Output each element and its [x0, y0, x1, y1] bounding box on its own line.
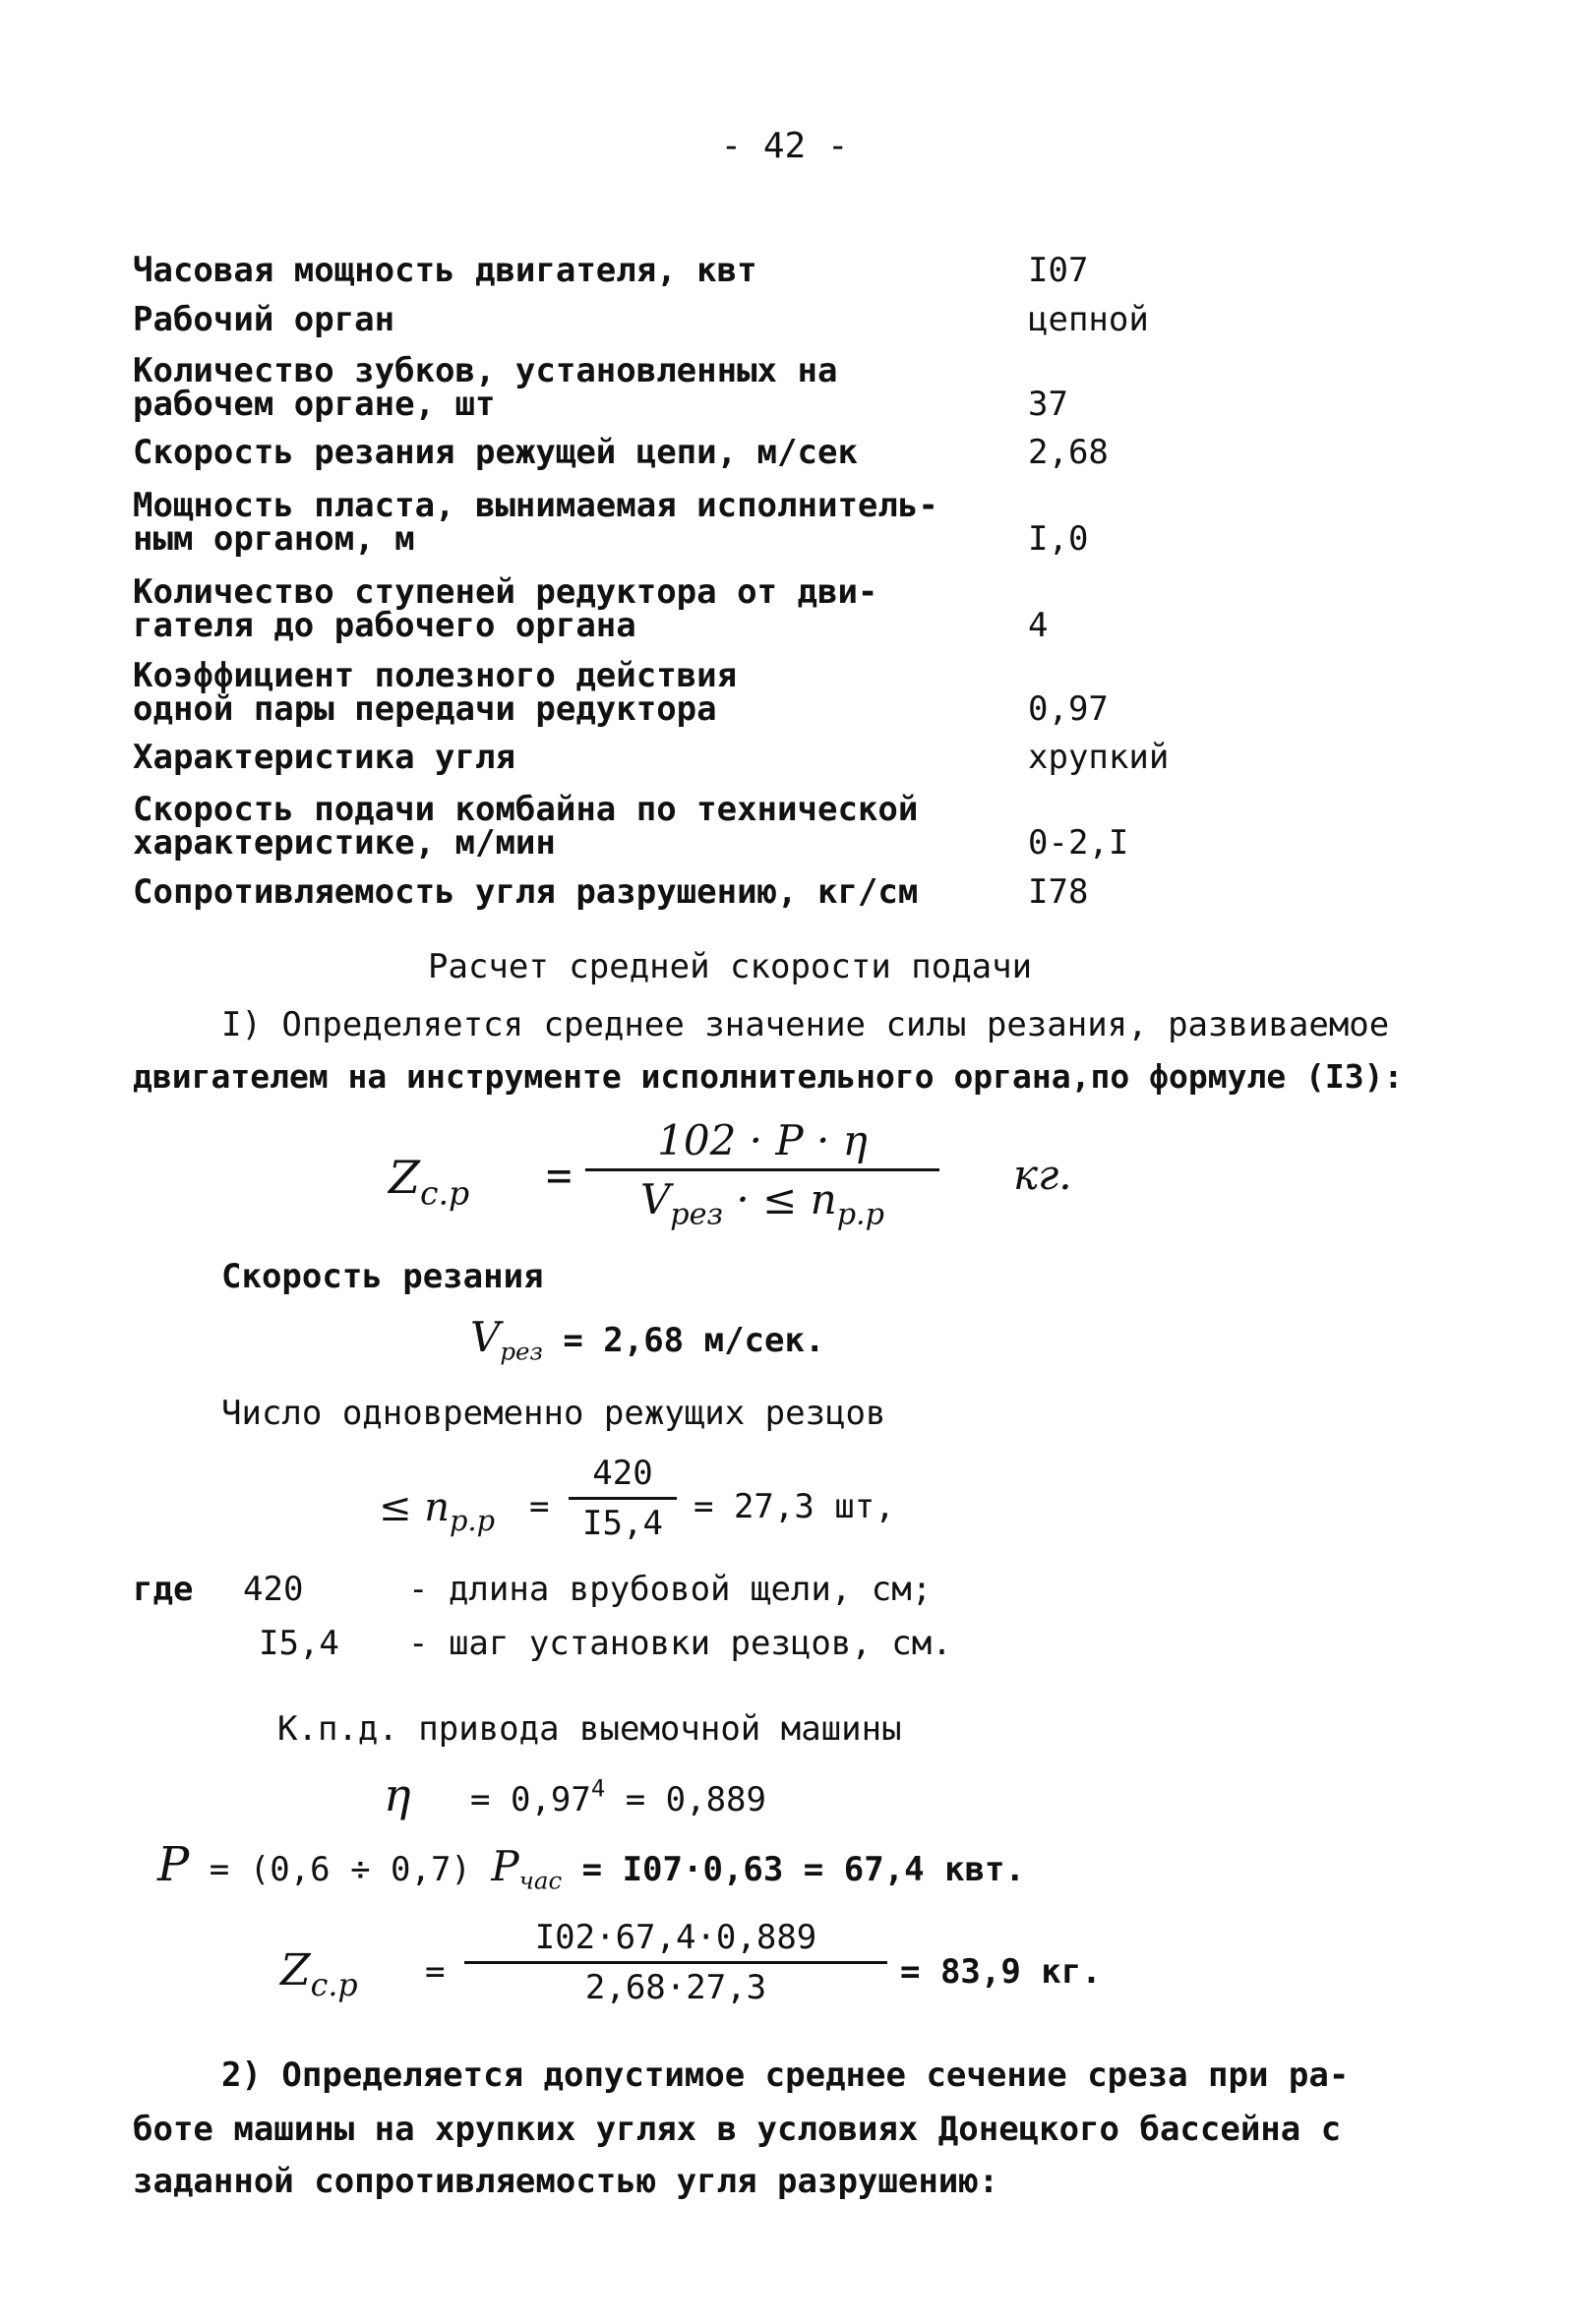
spec-value: 0,97	[1028, 689, 1109, 729]
spec-label: Мощность пласта, вынимаемая исполнитель- ным органом, м	[133, 486, 938, 559]
cut-speed-label: Скорость резания	[221, 1257, 544, 1296]
step1-line1: I) Определяется среднее значение силы резания, развиваемое	[221, 1005, 1390, 1044]
cutters-fraction	[569, 1454, 677, 1543]
formula-numerator: 102 · P · η	[657, 1116, 868, 1164]
result-value: = 83,9 кг.	[900, 1952, 1102, 1992]
spec-label: Количество зубков, установленных на рабочем органе, шт	[133, 351, 838, 424]
formula-eq: =	[546, 1151, 573, 1201]
spec-label: Часовая мощность двигателя, квт	[133, 251, 757, 290]
spec-value: 0-2,I	[1028, 823, 1129, 863]
step2-line3: заданной сопротивляемостью угля разрушению:	[133, 2162, 999, 2201]
spec-label: Характеристика угля	[133, 738, 515, 777]
cutters-label: Число одновременно режущих резцов	[221, 1394, 886, 1433]
cutters-numerator: 420	[592, 1454, 653, 1493]
result-lhs: $Z_{c.p}$	[280, 1945, 358, 2004]
spec-label: Сопротивляемость угля разрушению, кг/см	[133, 872, 919, 912]
spec-value: I,0	[1028, 519, 1089, 559]
cutters-eq: =	[529, 1487, 550, 1526]
cut-speed-formula: $V_{рез} = 2,68$ м/сек.	[470, 1313, 825, 1366]
where-row: где 420 - длина врубовой щели, см;	[133, 1570, 933, 1609]
page-number: - 42 -	[720, 126, 849, 166]
fraction-bar	[585, 1168, 939, 1171]
cutters-result: = 27,3 шт,	[694, 1487, 895, 1526]
formula-fraction	[585, 1116, 939, 1232]
cutters-lhs: ≤ $n_{p.p}$	[379, 1485, 496, 1538]
result-fraction	[464, 1918, 887, 2007]
result-numerator: I02·67,4·0,889	[534, 1918, 817, 1957]
spec-value: 4	[1028, 606, 1049, 645]
fraction-bar	[464, 1961, 887, 1964]
spec-value: хрупкий	[1028, 738, 1170, 777]
section-title: Расчет средней скорости подачи	[428, 947, 1033, 986]
spec-label: Рабочий орган	[133, 300, 395, 339]
kpd-label: К.п.д. привода выемочной машины	[277, 1709, 902, 1749]
spec-value: 37	[1028, 385, 1068, 424]
step1-line2: двигателем на инструменте исполнительного органа,по формуле (I3):	[133, 1057, 1404, 1096]
cutters-denominator: I5,4	[582, 1504, 663, 1543]
result-eq: =	[425, 1952, 446, 1992]
spec-label: Коэффициент полезного действия одной пары передачи редуктора	[133, 656, 738, 729]
step2-line1: 2) Определяется допустимое среднее сечение среза при ра-	[221, 2056, 1350, 2095]
spec-value: цепной	[1028, 300, 1149, 339]
spec-label: Скорость резания режущей цепи, м/сек	[133, 433, 858, 472]
kpd-formula: $\eta = 0,97^4 = 0,889$	[384, 1768, 766, 1821]
power-formula: P = (0,6 ÷ 0,7) $P_{час} = I07\cdot 0,63 = 67,4$ квт.	[157, 1837, 1025, 1895]
spec-value: 2,68	[1028, 433, 1109, 472]
document-page: - 42 - Часовая мощность двигателя, квт I07 Рабочий орган цепной Количество зубков, установленных на рабочем органе, шт 37 Скорость резания режущей цепи, м/сек 2,68 Мощность пласта, вынимаемая исполнитель- ным органом, м I,0 Количество ступеней редуктора от дви- гателя до рабочего органа 4 Коэффициент полезного действия одной пары передачи редуктора 0,97 Характеристика угля хрупкий Скорость подачи комбайна по технической характеристике, м/мин 0-2,I Сопротивляемость угля разрушению, кг/см I78 Расчет средней скорости подачи I) Определяется среднее значение силы резания, развиваемое двигателем на инструменте исполнительного органа,по формуле (I3): $Z_{c.p}$ = 102 · P · η $V_{рез}$ · ≤ $n_{p.p}$ кг. Скорость резания $V_{рез} = 2,68$ м/сек. Число одновременно режущих резцов ≤ $n_{p.p}$ = 420 I5,4 = 27,3 шт, где 420 - длина врубовой щели, см; I5,4 - шаг установки резцов, см. К.п.д. привода выемочной машины $\eta = 0,97^4 = 0,889$ P = (0,6 ÷ 0,7) $P_{час} = I07\cdot 0,63 = 67,4$ квт. $Z_{c.p}$ = I02·67,4·0,889 2,68·27,3 = 83,9 кг. 2) Определяется допустимое среднее сечение среза при ра- боте машины на хрупких углях в условиях Донецкого бассейна с заданной сопротивляемостью угля разрушению:	[0, 0, 1569, 2324]
result-denominator: 2,68·27,3	[584, 1968, 767, 2007]
spec-label: Скорость подачи комбайна по технической характеристике, м/мин	[133, 790, 919, 863]
formula-lhs: $Z_{c.p}$	[389, 1151, 470, 1213]
formula-denominator: $V_{рез}$ · ≤ $n_{p.p}$	[639, 1175, 885, 1232]
spec-value: I78	[1028, 872, 1089, 912]
formula-unit: кг.	[1013, 1151, 1072, 1199]
spec-label: Количество ступеней редуктора от дви- гателя до рабочего органа	[133, 572, 878, 645]
spec-value: I07	[1028, 251, 1089, 290]
step2-line2: боте машины на хрупких углях в условиях Донецкого бассейна с	[133, 2110, 1342, 2149]
fraction-bar	[569, 1497, 677, 1500]
